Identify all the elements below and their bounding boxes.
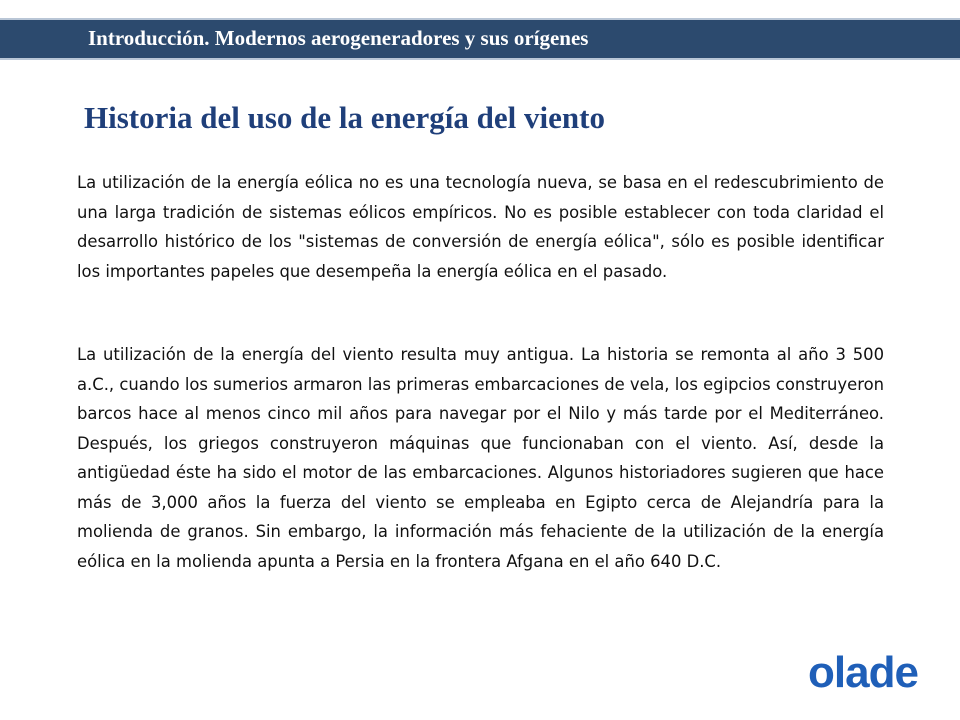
- paragraph-2: La utilización de la energía del viento resulta muy antigua. La historia se remonta al año 3 500 a.C., cuando los sumerios armaron las primeras embarcaciones de vela, los egipcios construyeron barcos hace al menos cinco mil años para navegar por el Nilo y más tarde por el Mediterráneo. Después, los griegos construyeron máquinas que funcionaban con el viento. Así, desde la antigüedad éste ha sido el motor de las embarcaciones. Algunos historiadores sugieren que hace más de 3,000 años la fuerza del viento se empleaba en Egipto cerca de Alejandría para la molienda de granos. Sin embargo, la información más fehaciente de la utilización de la energía eólica en la molienda apunta a Persia en la frontera Afgana en el año 640 D.C.: [77, 345, 884, 571]
- header-bar: [0, 18, 960, 60]
- paragraph-1: La utilización de la energía eólica no es una tecnología nueva, se basa en el redescubrimiento de una larga tradición de sistemas eólicos empíricos. No es posible establecer con toda claridad el desarrollo histórico de los "sistemas de conversión de energía eólica", sólo es posible identificar los importantes papeles que desempeña la energía eólica en el pasado.: [77, 173, 884, 281]
- olade-logo: olade: [808, 648, 918, 697]
- header-title: Introducción. Modernos aerogeneradores y sus orígenes: [88, 26, 589, 50]
- slide-title: Historia del uso de la energía del viento: [84, 100, 605, 135]
